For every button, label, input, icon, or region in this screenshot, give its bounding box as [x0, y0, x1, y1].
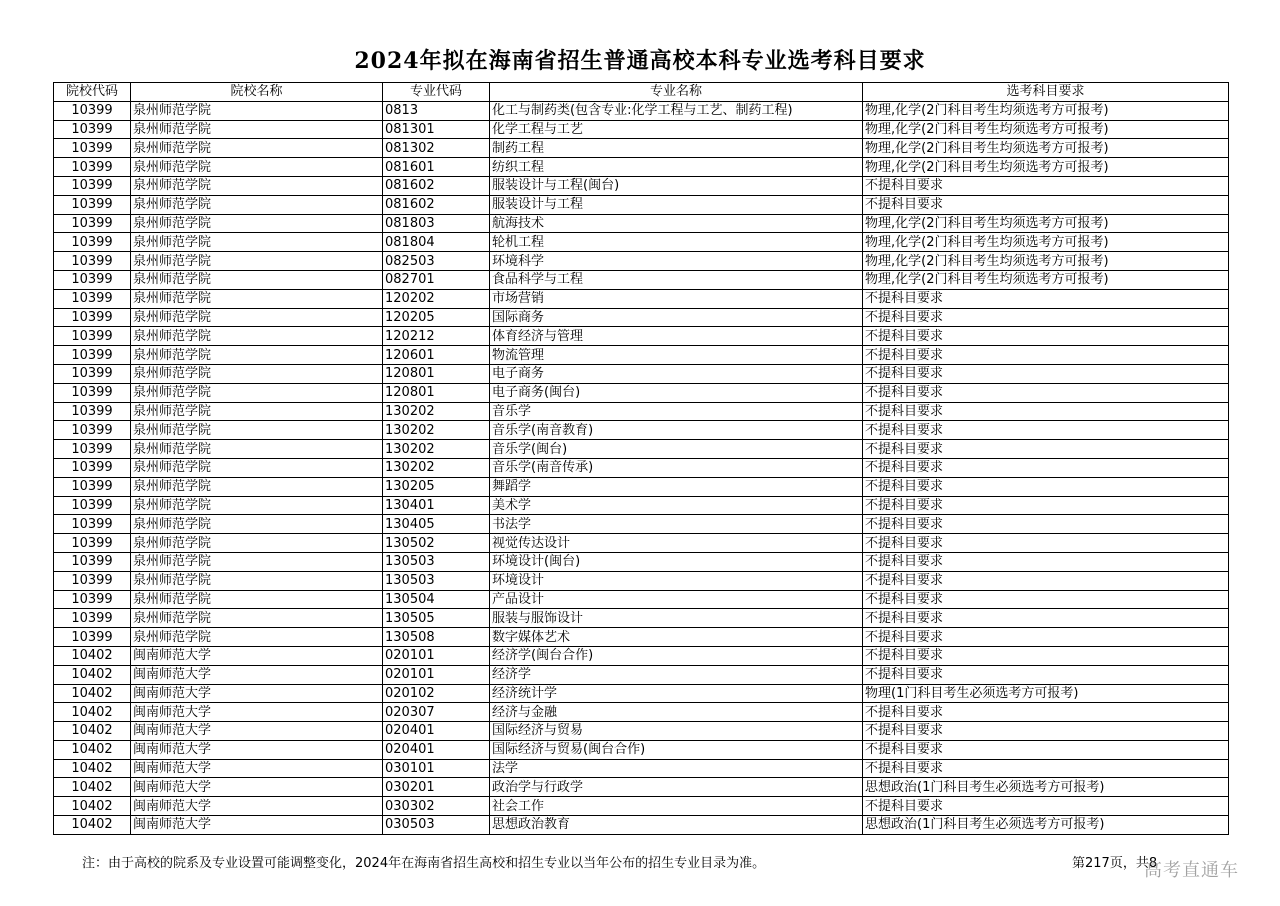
school-name-cell: 泉州师范学院: [131, 571, 383, 590]
subject-requirement-cell: 思想政治(1门科目考生必须选考方可报考): [863, 816, 1229, 835]
major-name-cell: 政治学与行政学: [490, 778, 863, 797]
school-code-cell: 10399: [54, 308, 131, 327]
table-row: [54, 628, 1229, 647]
school-name-cell: 泉州师范学院: [131, 477, 383, 496]
school-code-cell: 10402: [54, 759, 131, 778]
major-code-cell: 130205: [383, 477, 490, 496]
major-name-cell: 经济与金融: [490, 703, 863, 722]
table-row: [54, 214, 1229, 233]
school-name-cell: 泉州师范学院: [131, 176, 383, 195]
school-name-cell: 泉州师范学院: [131, 289, 383, 308]
school-code-cell: 10399: [54, 270, 131, 289]
table-row: [54, 722, 1229, 741]
major-code-cell: 120601: [383, 346, 490, 365]
major-name-cell: 音乐学(南音传承): [490, 458, 863, 477]
major-name-cell: 国际经济与贸易(闽台合作): [490, 740, 863, 759]
table-row: [54, 289, 1229, 308]
subject-requirement-cell: 不提科目要求: [863, 571, 1229, 590]
table-row: [54, 364, 1229, 383]
school-name-cell: 泉州师范学院: [131, 270, 383, 289]
school-name-cell: 闽南师范大学: [131, 759, 383, 778]
school-name-cell: 泉州师范学院: [131, 327, 383, 346]
school-name-cell: 闽南师范大学: [131, 684, 383, 703]
major-name-cell: 法学: [490, 759, 863, 778]
subject-requirement-cell: 不提科目要求: [863, 289, 1229, 308]
major-code-cell: 020101: [383, 665, 490, 684]
major-name-cell: 物流管理: [490, 346, 863, 365]
subject-requirement-cell: 不提科目要求: [863, 534, 1229, 553]
major-name-cell: 经济学: [490, 665, 863, 684]
table-row: [54, 383, 1229, 402]
school-name-cell: 闽南师范大学: [131, 797, 383, 816]
major-name-cell: 化学工程与工艺: [490, 120, 863, 139]
school-code-cell: 10399: [54, 534, 131, 553]
major-name-cell: 书法学: [490, 515, 863, 534]
school-code-cell: 10399: [54, 402, 131, 421]
school-name-cell: 泉州师范学院: [131, 364, 383, 383]
table-row: [54, 797, 1229, 816]
column-header-subject-requirement: 选考科目要求: [863, 83, 1229, 102]
table-row: [54, 101, 1229, 120]
school-code-cell: 10399: [54, 440, 131, 459]
school-code-cell: 10399: [54, 515, 131, 534]
subject-requirement-cell: 不提科目要求: [863, 590, 1229, 609]
school-code-cell: 10399: [54, 120, 131, 139]
table-row: [54, 421, 1229, 440]
major-name-cell: 音乐学(闽台): [490, 440, 863, 459]
school-name-cell: 泉州师范学院: [131, 120, 383, 139]
subject-requirement-cell: 物理,化学(2门科目考生均须选考方可报考): [863, 139, 1229, 158]
school-code-cell: 10399: [54, 101, 131, 120]
subject-requirement-cell: 不提科目要求: [863, 797, 1229, 816]
major-code-cell: 020401: [383, 722, 490, 741]
subject-requirement-cell: 不提科目要求: [863, 496, 1229, 515]
major-code-cell: 130502: [383, 534, 490, 553]
major-name-cell: 视觉传达设计: [490, 534, 863, 553]
subject-requirement-cell: 不提科目要求: [863, 195, 1229, 214]
subject-requirement-cell: 不提科目要求: [863, 552, 1229, 571]
school-name-cell: 泉州师范学院: [131, 496, 383, 515]
subject-requirement-cell: 不提科目要求: [863, 759, 1229, 778]
school-code-cell: 10399: [54, 176, 131, 195]
school-name-cell: 泉州师范学院: [131, 101, 383, 120]
school-name-cell: 泉州师范学院: [131, 195, 383, 214]
school-code-cell: 10402: [54, 740, 131, 759]
subject-requirement-cell: 不提科目要求: [863, 646, 1229, 665]
major-name-cell: 电子商务: [490, 364, 863, 383]
major-code-cell: 130202: [383, 421, 490, 440]
major-name-cell: 数字媒体艺术: [490, 628, 863, 647]
table-body: [54, 101, 1229, 834]
major-name-cell: 服装设计与工程(闽台): [490, 176, 863, 195]
school-name-cell: 泉州师范学院: [131, 440, 383, 459]
table-row: [54, 139, 1229, 158]
school-name-cell: 泉州师范学院: [131, 158, 383, 177]
major-code-cell: 030302: [383, 797, 490, 816]
column-header-school-name: 院校名称: [131, 83, 383, 102]
major-code-cell: 120801: [383, 364, 490, 383]
major-name-cell: 体育经济与管理: [490, 327, 863, 346]
school-name-cell: 闽南师范大学: [131, 646, 383, 665]
major-code-cell: 130202: [383, 402, 490, 421]
school-name-cell: 泉州师范学院: [131, 308, 383, 327]
table-row: [54, 195, 1229, 214]
subject-requirement-cell: 不提科目要求: [863, 628, 1229, 647]
page-number: 第217页，共8: [1072, 856, 1158, 871]
school-name-cell: 泉州师范学院: [131, 139, 383, 158]
school-name-cell: 泉州师范学院: [131, 383, 383, 402]
table-row: [54, 176, 1229, 195]
subject-requirement-cell: 不提科目要求: [863, 703, 1229, 722]
school-code-cell: 10399: [54, 552, 131, 571]
major-code-cell: 082701: [383, 270, 490, 289]
school-code-cell: 10402: [54, 722, 131, 741]
subject-requirement-cell: 不提科目要求: [863, 458, 1229, 477]
table-row: [54, 609, 1229, 628]
watermark: 高考直通车: [1144, 860, 1239, 881]
major-code-cell: 130503: [383, 571, 490, 590]
subject-requirement-cell: 不提科目要求: [863, 327, 1229, 346]
major-name-cell: 音乐学(南音教育): [490, 421, 863, 440]
subject-requirement-cell: 物理,化学(2门科目考生均须选考方可报考): [863, 233, 1229, 252]
school-name-cell: 泉州师范学院: [131, 421, 383, 440]
school-code-cell: 10402: [54, 703, 131, 722]
table-row: [54, 534, 1229, 553]
major-name-cell: 思想政治教育: [490, 816, 863, 835]
subject-requirement-cell: 不提科目要求: [863, 515, 1229, 534]
major-code-cell: 020307: [383, 703, 490, 722]
school-name-cell: 泉州师范学院: [131, 515, 383, 534]
school-code-cell: 10402: [54, 797, 131, 816]
school-name-cell: 泉州师范学院: [131, 252, 383, 271]
major-name-cell: 国际商务: [490, 308, 863, 327]
school-code-cell: 10399: [54, 289, 131, 308]
major-name-cell: 服装与服饰设计: [490, 609, 863, 628]
major-name-cell: 环境设计(闽台): [490, 552, 863, 571]
table-row: [54, 402, 1229, 421]
major-name-cell: 食品科学与工程: [490, 270, 863, 289]
major-code-cell: 082503: [383, 252, 490, 271]
major-code-cell: 030503: [383, 816, 490, 835]
school-code-cell: 10399: [54, 327, 131, 346]
table-row: [54, 778, 1229, 797]
school-code-cell: 10399: [54, 364, 131, 383]
school-code-cell: 10399: [54, 195, 131, 214]
school-code-cell: 10399: [54, 477, 131, 496]
school-code-cell: 10399: [54, 158, 131, 177]
school-name-cell: 闽南师范大学: [131, 665, 383, 684]
major-code-cell: 020101: [383, 646, 490, 665]
school-name-cell: 泉州师范学院: [131, 233, 383, 252]
major-code-cell: 130401: [383, 496, 490, 515]
subject-requirement-cell: 不提科目要求: [863, 722, 1229, 741]
school-code-cell: 10402: [54, 816, 131, 835]
subject-requirement-cell: 物理(1门科目考生必须选考方可报考): [863, 684, 1229, 703]
major-name-cell: 美术学: [490, 496, 863, 515]
table-row: [54, 252, 1229, 271]
subject-requirement-cell: 不提科目要求: [863, 308, 1229, 327]
school-name-cell: 闽南师范大学: [131, 778, 383, 797]
subject-requirement-cell: 思想政治(1门科目考生必须选考方可报考): [863, 778, 1229, 797]
school-name-cell: 泉州师范学院: [131, 214, 383, 233]
table-row: [54, 646, 1229, 665]
subject-requirement-cell: 不提科目要求: [863, 665, 1229, 684]
requirements-table: [53, 82, 1229, 835]
major-code-cell: 130503: [383, 552, 490, 571]
major-code-cell: 120202: [383, 289, 490, 308]
table-row: [54, 816, 1229, 835]
major-code-cell: 081601: [383, 158, 490, 177]
major-name-cell: 航海技术: [490, 214, 863, 233]
major-name-cell: 经济学(闽台合作): [490, 646, 863, 665]
table-row: [54, 308, 1229, 327]
major-code-cell: 081803: [383, 214, 490, 233]
school-name-cell: 泉州师范学院: [131, 552, 383, 571]
column-header-major-code: 专业代码: [383, 83, 490, 102]
school-code-cell: 10399: [54, 421, 131, 440]
school-code-cell: 10399: [54, 496, 131, 515]
table-row: [54, 552, 1229, 571]
major-name-cell: 音乐学: [490, 402, 863, 421]
subject-requirement-cell: 不提科目要求: [863, 421, 1229, 440]
table-row: [54, 477, 1229, 496]
major-name-cell: 纺织工程: [490, 158, 863, 177]
subject-requirement-cell: 不提科目要求: [863, 176, 1229, 195]
subject-requirement-cell: 不提科目要求: [863, 346, 1229, 365]
school-name-cell: 泉州师范学院: [131, 609, 383, 628]
major-code-cell: 081804: [383, 233, 490, 252]
subject-requirement-cell: 不提科目要求: [863, 364, 1229, 383]
subject-requirement-cell: 物理,化学(2门科目考生均须选考方可报考): [863, 270, 1229, 289]
major-code-cell: 130505: [383, 609, 490, 628]
school-code-cell: 10399: [54, 252, 131, 271]
subject-requirement-cell: 物理,化学(2门科目考生均须选考方可报考): [863, 101, 1229, 120]
major-name-cell: 环境科学: [490, 252, 863, 271]
major-code-cell: 020401: [383, 740, 490, 759]
major-name-cell: 市场营销: [490, 289, 863, 308]
major-code-cell: 081302: [383, 139, 490, 158]
table-row: [54, 346, 1229, 365]
major-name-cell: 社会工作: [490, 797, 863, 816]
major-name-cell: 轮机工程: [490, 233, 863, 252]
school-code-cell: 10399: [54, 609, 131, 628]
school-code-cell: 10399: [54, 590, 131, 609]
school-code-cell: 10402: [54, 778, 131, 797]
table-row: [54, 120, 1229, 139]
subject-requirement-cell: 物理,化学(2门科目考生均须选考方可报考): [863, 214, 1229, 233]
school-name-cell: 闽南师范大学: [131, 816, 383, 835]
table-row: [54, 270, 1229, 289]
major-code-cell: 130508: [383, 628, 490, 647]
major-code-cell: 130405: [383, 515, 490, 534]
major-code-cell: 120801: [383, 383, 490, 402]
table-row: [54, 158, 1229, 177]
table-row: [54, 233, 1229, 252]
school-name-cell: 泉州师范学院: [131, 346, 383, 365]
table-row: [54, 571, 1229, 590]
major-name-cell: 舞蹈学: [490, 477, 863, 496]
school-name-cell: 泉州师范学院: [131, 402, 383, 421]
major-code-cell: 120205: [383, 308, 490, 327]
column-header-school-code: 院校代码: [54, 83, 131, 102]
major-name-cell: 服装设计与工程: [490, 195, 863, 214]
school-code-cell: 10399: [54, 233, 131, 252]
school-code-cell: 10402: [54, 665, 131, 684]
table-row: [54, 759, 1229, 778]
school-code-cell: 10402: [54, 684, 131, 703]
page-title: 2024年拟在海南省招生普通高校本科专业选考科目要求: [354, 48, 926, 74]
major-code-cell: 130202: [383, 458, 490, 477]
major-name-cell: 化工与制药类(包含专业:化学工程与工艺、制药工程): [490, 101, 863, 120]
school-name-cell: 闽南师范大学: [131, 740, 383, 759]
table-row: [54, 590, 1229, 609]
subject-requirement-cell: 不提科目要求: [863, 383, 1229, 402]
school-code-cell: 10399: [54, 346, 131, 365]
major-name-cell: 产品设计: [490, 590, 863, 609]
major-code-cell: 0813: [383, 101, 490, 120]
major-code-cell: 020102: [383, 684, 490, 703]
school-code-cell: 10399: [54, 628, 131, 647]
school-name-cell: 泉州师范学院: [131, 590, 383, 609]
table-row: [54, 327, 1229, 346]
school-code-cell: 10399: [54, 571, 131, 590]
major-name-cell: 经济统计学: [490, 684, 863, 703]
column-header-major-name: 专业名称: [490, 83, 863, 102]
major-code-cell: 081301: [383, 120, 490, 139]
subject-requirement-cell: 不提科目要求: [863, 477, 1229, 496]
school-name-cell: 泉州师范学院: [131, 534, 383, 553]
table-row: [54, 515, 1229, 534]
school-name-cell: 闽南师范大学: [131, 722, 383, 741]
school-name-cell: 泉州师范学院: [131, 628, 383, 647]
school-code-cell: 10399: [54, 458, 131, 477]
subject-requirement-cell: 不提科目要求: [863, 402, 1229, 421]
table-row: [54, 740, 1229, 759]
subject-requirement-cell: 物理,化学(2门科目考生均须选考方可报考): [863, 158, 1229, 177]
major-code-cell: 130504: [383, 590, 490, 609]
subject-requirement-cell: 不提科目要求: [863, 740, 1229, 759]
school-name-cell: 泉州师范学院: [131, 458, 383, 477]
subject-requirement-cell: 物理,化学(2门科目考生均须选考方可报考): [863, 120, 1229, 139]
subject-requirement-cell: 不提科目要求: [863, 440, 1229, 459]
major-code-cell: 120212: [383, 327, 490, 346]
table-row: [54, 684, 1229, 703]
table-row: [54, 440, 1229, 459]
school-code-cell: 10402: [54, 646, 131, 665]
subject-requirement-cell: 物理,化学(2门科目考生均须选考方可报考): [863, 252, 1229, 271]
table-row: [54, 496, 1229, 515]
major-name-cell: 制药工程: [490, 139, 863, 158]
major-name-cell: 国际经济与贸易: [490, 722, 863, 741]
table-row: [54, 458, 1229, 477]
school-code-cell: 10399: [54, 383, 131, 402]
major-code-cell: 130202: [383, 440, 490, 459]
school-name-cell: 闽南师范大学: [131, 703, 383, 722]
major-code-cell: 081602: [383, 195, 490, 214]
school-code-cell: 10399: [54, 139, 131, 158]
school-code-cell: 10399: [54, 214, 131, 233]
major-name-cell: 环境设计: [490, 571, 863, 590]
major-code-cell: 081602: [383, 176, 490, 195]
subject-requirement-cell: 不提科目要求: [863, 609, 1229, 628]
table-header-row: [54, 83, 1229, 102]
footnote: 注：由于高校的院系及专业设置可能调整变化，2024年在海南省招生高校和招生专业以当年公布的招生专业目录为准。: [82, 856, 766, 871]
table-row: [54, 665, 1229, 684]
major-name-cell: 电子商务(闽台): [490, 383, 863, 402]
table-row: [54, 703, 1229, 722]
major-code-cell: 030101: [383, 759, 490, 778]
major-code-cell: 030201: [383, 778, 490, 797]
